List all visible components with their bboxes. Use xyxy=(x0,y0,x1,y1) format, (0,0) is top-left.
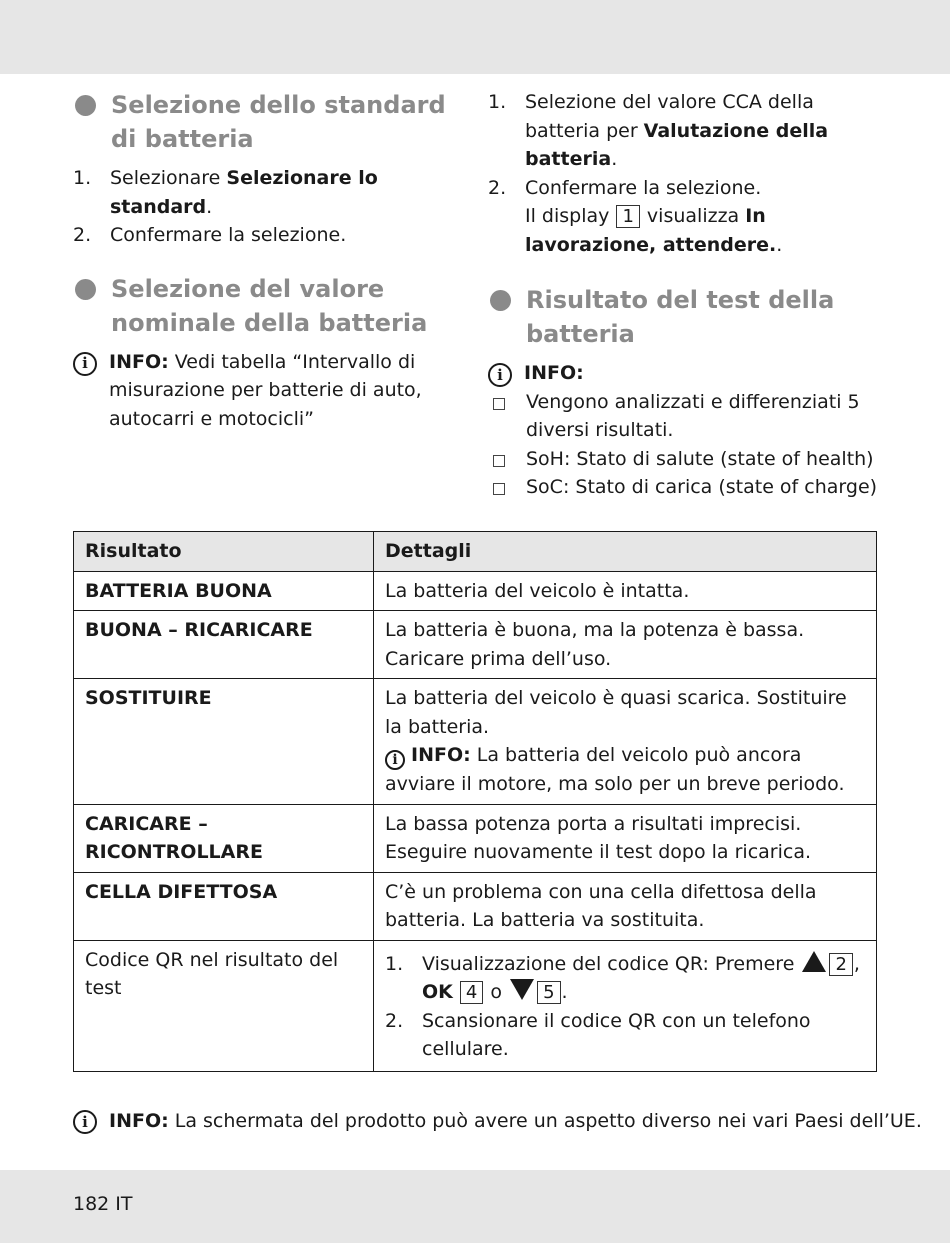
info-nominal-value: i INFO: Vedi tabella “Intervallo di misurazione per batterie di auto, autocarri e motocicli” xyxy=(73,348,453,434)
detail-cell xyxy=(374,940,877,1071)
button-number-box: 2 xyxy=(829,953,852,976)
table-row xyxy=(74,804,877,872)
list-item: 2. Confermare la selezione. xyxy=(73,224,347,246)
square-bullet-icon xyxy=(493,483,505,495)
heading-nominal-value: Selezione del valore nominale della batteria xyxy=(73,272,453,340)
bullet-circle-icon xyxy=(75,95,96,116)
footer-band xyxy=(0,1170,950,1243)
heading-test-result: Risultato del test della batteria xyxy=(488,283,883,351)
result-cell: CARICARE – RICONTROLLARE xyxy=(74,804,374,872)
detail-cell: La batteria del veicolo è quasi scarica. Sostituire la batteria. i INFO: La batteria del veicolo può ancora avviare il motore, ma solo per un breve periodo. xyxy=(374,679,877,805)
right-column xyxy=(488,88,883,502)
button-number-box: 4 xyxy=(460,981,483,1004)
page-number: 182 IT xyxy=(73,1193,133,1215)
info-icon: i xyxy=(73,352,97,376)
list-item: 2. Scansionare il codice QR con un telefono cellulare. xyxy=(385,1009,811,1060)
table-row xyxy=(74,611,877,679)
bullet-circle-icon xyxy=(75,279,96,300)
result-cell: CELLA DIFETTOSA xyxy=(74,872,374,940)
detail-cell: La bassa potenza porta a risultati imprecisi. Eseguire nuovamente il test dopo la ricarica. xyxy=(374,804,877,872)
steps-battery-standard xyxy=(73,164,453,250)
list-item: SoC: Stato di carica (state of charge) xyxy=(488,473,883,502)
heading-battery-standard: Selezione dello standard di batteria xyxy=(73,88,453,156)
results-table xyxy=(73,531,877,1072)
list-item: 2. Confermare la selezione. Il display 1 visualizza In lavorazione, attendere.. xyxy=(488,176,783,256)
result-cell: BUONA – RICARICARE xyxy=(74,611,374,679)
detail-cell: La batteria del veicolo è intatta. xyxy=(374,571,877,611)
left-column xyxy=(73,88,453,433)
column-header-details: Dettagli xyxy=(374,532,877,572)
bottom-info-note: i INFO: La schermata del prodotto può avere un aspetto diverso nei vari Paesi dell’UE. xyxy=(73,1107,929,1136)
list-item: 1. Visualizzazione del codice QR: Premere 2 , OK 4 o 5 . xyxy=(385,952,860,1003)
result-cell: BATTERIA BUONA xyxy=(74,571,374,611)
table-row xyxy=(74,679,877,805)
result-cell: SOSTITUIRE xyxy=(74,679,374,805)
bullet-circle-icon xyxy=(490,290,511,311)
info-icon: i xyxy=(385,750,405,770)
table-row xyxy=(74,940,877,1071)
arrow-down-icon xyxy=(510,979,534,1000)
info-icon: i xyxy=(488,363,512,387)
list-item: 1. Selezione del valore CCA della batteria per Valutazione della batteria. xyxy=(488,91,829,170)
column-header-result: Risultato xyxy=(74,532,374,572)
table-row xyxy=(74,872,877,940)
list-item: 1. Selezionare Selezionare lo standard. xyxy=(73,167,378,218)
display-number-box: 1 xyxy=(616,205,639,228)
info-test-result: i INFO: xyxy=(488,359,883,388)
button-number-box: 5 xyxy=(537,981,560,1004)
table-row xyxy=(74,571,877,611)
arrow-up-icon xyxy=(802,951,826,972)
header-band xyxy=(0,0,950,74)
qr-steps xyxy=(385,950,865,1064)
steps-cca-value xyxy=(488,88,883,259)
detail-cell: La batteria è buona, ma la potenza è bassa. Caricare prima dell’uso. xyxy=(374,611,877,679)
result-info-list xyxy=(488,388,883,502)
info-icon: i xyxy=(73,1110,97,1134)
table-header-row xyxy=(74,532,877,572)
list-item: SoH: Stato di salute (state of health) xyxy=(488,445,883,474)
square-bullet-icon xyxy=(493,455,505,467)
square-bullet-icon xyxy=(493,398,505,410)
detail-cell: C’è un problema con una cella difettosa della batteria. La batteria va sostituita. xyxy=(374,872,877,940)
list-item: Vengono analizzati e differenziati 5 diversi risultati. xyxy=(488,388,883,445)
result-cell: Codice QR nel risultato del test xyxy=(74,940,374,1071)
